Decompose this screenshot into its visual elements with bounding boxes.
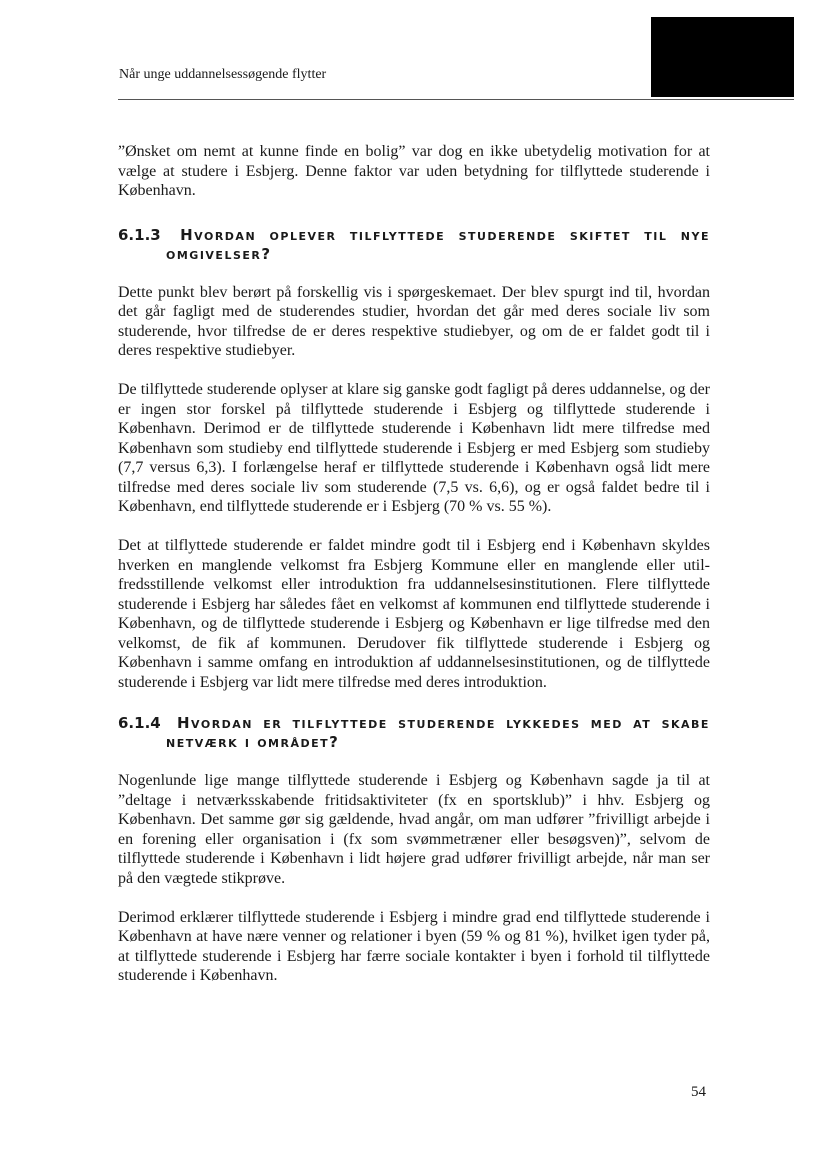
heading-word: oplever [269,225,337,244]
heading-word: til [644,225,668,244]
page-content [118,142,710,986]
heading-word: nye [680,225,710,244]
header-black-block [651,17,794,97]
paragraph: Dette punkt blev berørt på forskellig vis i spørgeskemaet. Der blev spurgt ind til, hvordan det går fagligt med de studerendes studier, hvordan det går med deres sociale liv som studerende, hvor tilfredse de er deres respektive studiebyer, og om de er faldet godt til i deres respektive studiebyer. [118,283,710,359]
heading-word: studerende [398,714,496,732]
running-header: Når unge uddannelsessøgende flytter [119,67,327,82]
page-number: 54 [691,1084,706,1100]
heading-word: med [590,714,623,732]
paragraph: Det at tilflyttede studerende er faldet mindre godt til i Esbjerg end i København skyldes hverken en manglende velkomst fra Esbjerg Kommune eller en manglende eller utilfredsstillende velkomst eller introduktion fra uddannelsesinstitutionen. Flere tilflyttede studerende i Esbjerg har således fået en velkomst af kommunen end tilflyttede studerende i København, og de tilflyttede studerende i Esbjerg og København er lige tilfredse med den velkomst, de fik af kommunen. Derudover fik tilflyttede studerende i Esbjerg og København i samme omfang en introduktion af uddannelsesinstitutionen, og de tilflyttede studerende i Esbjerg var lidt mere tilfredse med deres introduktion. [118,537,710,691]
heading-line-2: omgivelser? [166,244,272,263]
intro-paragraph: ”Ønsket om nemt at kunne finde en bolig” var dog en ikke ubetydelig motivation for at vælge at studere i Esbjerg. Denne faktor var uden betydning for tilflyttede studerende i København. [118,143,710,199]
heading-word: skabe [661,714,710,732]
heading-word: Hvordan [176,714,254,732]
heading-word: tilflyttede [292,714,388,732]
section-number: 6.1.4 [118,714,161,732]
section-heading-6-1-4 [118,714,710,752]
section-heading-6-1-3 [118,226,710,264]
heading-line-2: netværk i området? [166,733,340,751]
heading-word: at [633,714,652,732]
heading-word: tilflyttede [349,225,446,244]
paragraph: De tilflyttede studerende oplyser at klare sig ganske godt fagligt på deres uddannelse, og der er ingen stor forskel på tilflyttede studerende i Esbjerg og tilflyttede studerende i København. Derimod er de tilflyttede studerende i København lidt mere tilfredse med København som studieby end tilflyttede studerende i Esbjerg er med Esbjerg som studieby (7,7 versus 6,3). I forlængelse heraf er tilflyttede studerende i København også lidt mere tilfredse med deres sociale liv som studerende (7,5 vs. 6,6), og er også faldet bedre til i København, end tilflyttede studerende er i Esbjerg (70 % vs. 55 %). [118,381,710,515]
heading-word: skiftet [569,225,631,244]
heading-line-1 [118,714,710,733]
heading-word: Hvordan [180,225,257,244]
heading-word: lykkedes [506,714,581,732]
paragraph: Derimod erklærer tilflyttede studerende i Esbjerg i mindre grad end tilflyttede studerende i København at have nære venner og relationer i byen (59 % og 81 %), hvilket igen tyder på, at tilflyttede studerende i Esbjerg har færre sociale kontakter i byen i forhold til tilflyttede studerende i København. [118,908,710,984]
heading-line-1 [118,226,710,245]
heading-word: er [263,714,283,732]
section-number: 6.1.3 [118,225,161,244]
heading-word: studerende [458,225,557,244]
paragraph: Nogenlunde lige mange tilflyttede studerende i Esbjerg og København sagde ja til at ”deltage i netværksskabende fritidsaktiviteter (fx en sportsklub)” i hhv. Esbjerg og København. Det samme gør sig gældende, hvad angår, om man udfører ”frivilligt arbejde i en forening eller organisation i (fx som svømmetræner eller besøgsven)”, selvom de tilflyttede studerende i København i lidt højere grad udfører frivilligt arbejde, når man ser på den vægtede stikprøve. [118,772,710,887]
header-divider [118,99,794,100]
